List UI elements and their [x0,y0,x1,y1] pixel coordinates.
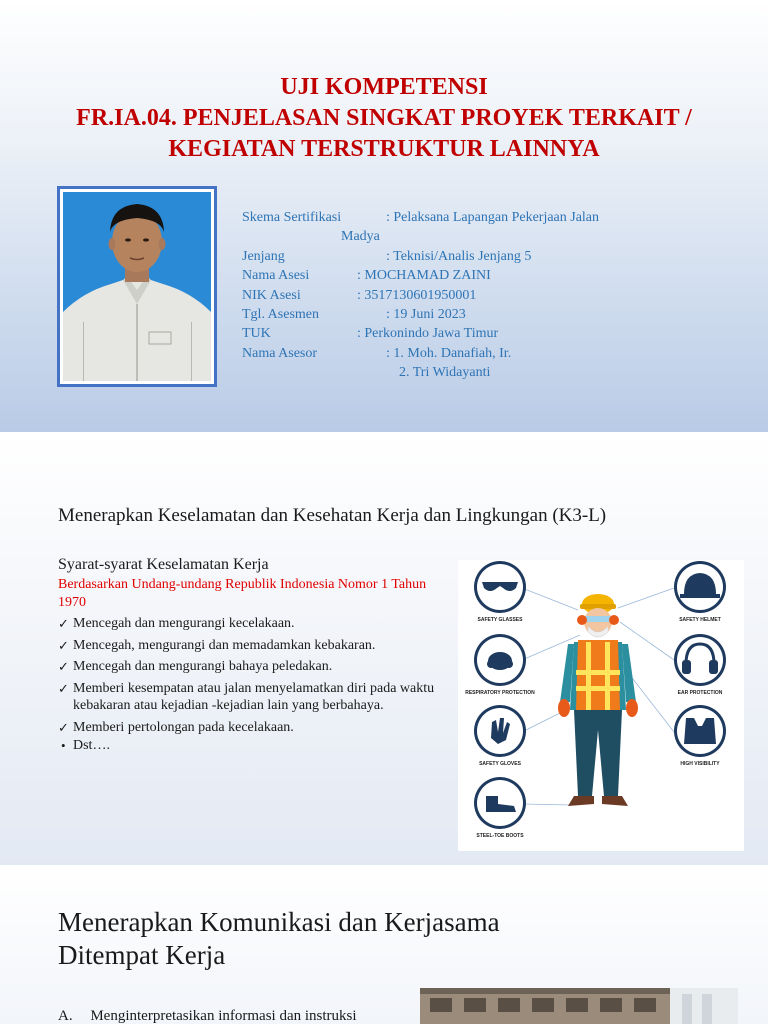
slide-communication [0,866,768,1024]
ppe-label-boots: STEEL-TOE BOOTS [476,833,524,839]
safety-bullet-list [58,615,450,759]
jenjang-value: : Teknisi/Analis Jenjang 5 [386,248,532,264]
list-item: ✓ Memberi pertolongan pada kecelakaan. [58,719,294,735]
list-item: ✓ Mencegah dan mengurangi kecelakaan. [58,616,295,631]
check-icon: ✓ [58,680,69,696]
communication-title [58,906,500,972]
nama-value: : MOCHAMAD ZAINI [357,268,491,284]
communication-title-line-1: Menerapkan Komunikasi dan Kerjasama [58,907,500,937]
title-line-2: FR.IA.04. PENJELASAN SINGKAT PROYEK TERKAIT / [76,105,692,131]
skema-label: Skema Sertifikasi [242,210,342,225]
list-item: ✓ Mencegah, mengurangi dan memadamkan kebakaran. [58,637,376,653]
nik-label: NIK Asesi [242,287,301,303]
jenjang-label: Jenjang [242,248,285,264]
tuk-value: : Perkonindo Jawa Timur [357,326,499,342]
safety-requirements-subheading: Syarat-syarat Keselamatan Kerja [58,556,269,573]
asesor-value: : 1. Moh. Danafiah, Ir. [386,345,512,361]
check-icon: ✓ [58,659,69,674]
ppe-label-safety-glasses: SAFETY GLASSES [477,617,523,623]
check-icon: ✓ [58,616,69,631]
participant-photo-frame [57,186,217,387]
slide-title [0,72,768,165]
skema-value: : Pelaksana Lapangan Pekerjaan Jalan [386,210,600,225]
list-item: ✓ Mencegah dan mengurangi bahaya peledakan. [58,659,333,674]
check-icon: ✓ [58,719,69,735]
item-a-text: Menginterpretasikan informasi dan instruksi [90,1008,357,1024]
law-reference: Berdasarkan Undang-undang Republik Indonesia Nomor 1 Tahun 1970 [58,577,427,610]
participant-photo [63,192,211,381]
ppe-label-high-visibility: HIGH VISIBILITY [680,761,720,767]
communication-title-line-2: Ditempat Kerja [58,940,226,970]
ppe-label-gloves: SAFETY GLOVES [479,761,521,767]
ppe-label-helmet: SAFETY HELMET [679,617,721,623]
tgl-label: Tgl. Asesmen [242,306,319,322]
skema-value-cont: Madya [341,229,380,245]
tgl-value: : 19 Juni 2023 [386,306,466,322]
item-a [58,1008,357,1024]
slide-cover [0,0,768,432]
slide-k3l [0,433,768,865]
check-icon: ✓ [58,637,69,653]
list-item: ✓ Memberi kesempatan atau jalan menyelamatkan diri pada waktu kebakaran atau kejadian -kejadian lain yang berbahaya. [58,680,435,713]
ppe-label-respiratory: RESPIRATORY PROTECTION [465,690,535,696]
ppe-label-ear: EAR PROTECTION [677,690,723,696]
asesor-value-2: 2. Tri Widayanti [399,365,491,381]
construction-site-photo [420,988,738,1024]
list-item: • Dst…. [61,738,110,753]
title-line-1: UJI KOMPETENSI [280,74,488,100]
bullet-dot-icon: • [61,738,66,753]
k3l-heading: Menerapkan Keselamatan dan Kesehatan Kerja dan Lingkungan (K3-L) [58,505,607,526]
ppe-infographic [458,560,744,851]
nama-label: Nama Asesi [242,268,310,284]
nik-value: : 3517130601950001 [357,287,477,303]
title-line-3: KEGIATAN TERSTRUKTUR LAINNYA [168,136,600,162]
tuk-label: TUK [242,326,271,342]
item-a-marker: A. [58,1008,73,1024]
asesor-label: Nama Asesor [242,345,318,361]
